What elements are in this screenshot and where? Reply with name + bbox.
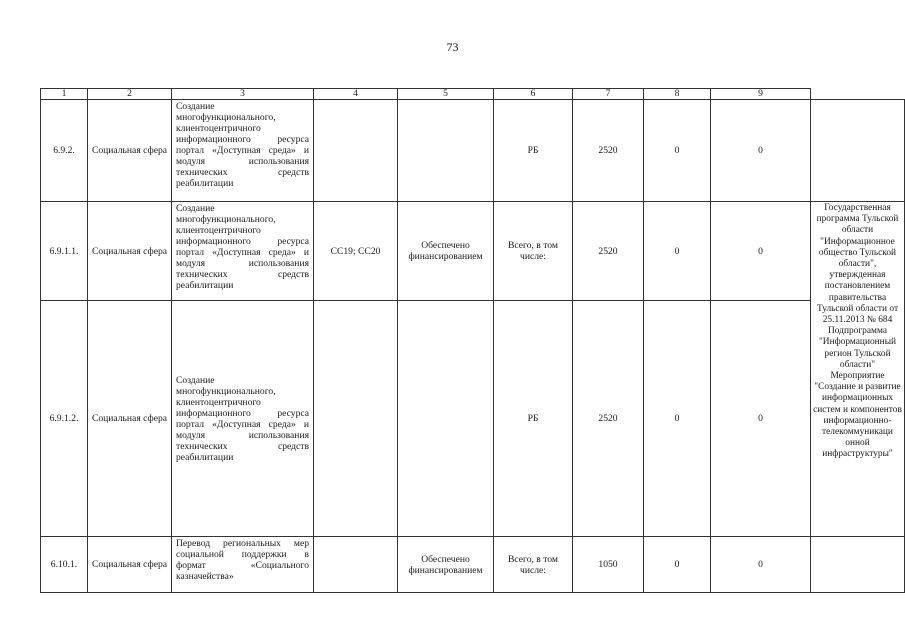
row-code: 6.9.1.2. [41, 301, 88, 537]
row-note-empty [811, 537, 905, 593]
row-code: 6.9.1.1. [41, 202, 88, 301]
column-number: 9 [711, 89, 811, 100]
row-result [398, 100, 494, 202]
row-value: 0 [644, 301, 711, 537]
row-indicator [314, 537, 398, 593]
row-amount: 2520 [573, 100, 644, 202]
row-value: 0 [711, 202, 811, 301]
column-number: 1 [41, 89, 88, 100]
row-source: Всего, в том числе: [494, 537, 573, 593]
row-indicator [314, 301, 398, 537]
row-value: 0 [711, 537, 811, 593]
row-name: Создание многофункционального, клиентоцентричного информационного ресурса портал «Доступная среда» и модуля использования технических средств реабилитации [172, 100, 314, 202]
column-number: 8 [644, 89, 711, 100]
row-indicator: СС19; СС20 [314, 202, 398, 301]
row-amount: 2520 [573, 301, 644, 537]
row-value: 0 [644, 537, 711, 593]
table-row [41, 202, 905, 301]
column-number: 5 [398, 89, 494, 100]
row-result: Обеспечено финансированием [398, 202, 494, 301]
column-numbers-row [41, 89, 905, 100]
page-number: 73 [446, 40, 459, 54]
column-number: 7 [573, 89, 644, 100]
row-result [398, 301, 494, 537]
row-value: 0 [644, 100, 711, 202]
row-sphere: Социальная сфера [88, 202, 172, 301]
row-name: Создание многофункционального, клиентоцентричного информационного ресурса портал «Доступная среда» и модуля использования технических средств реабилитации [172, 301, 314, 537]
program-table [40, 88, 905, 593]
table-row [41, 100, 905, 202]
column-number: 2 [88, 89, 172, 100]
column-number: 3 [172, 89, 314, 100]
row-amount: 2520 [573, 202, 644, 301]
row-source: РБ [494, 301, 573, 537]
row-amount: 1050 [573, 537, 644, 593]
row-sphere: Социальная сфера [88, 301, 172, 537]
row-name: Создание многофункционального, клиентоцентричного информационного ресурса портал «Доступная среда» и модуля использования технических средств реабилитации [172, 202, 314, 301]
table-row [41, 301, 905, 537]
row-value: 0 [711, 301, 811, 537]
column-number: 4 [314, 89, 398, 100]
row-source: Всего, в том числе: [494, 202, 573, 301]
row-sphere: Социальная сфера [88, 100, 172, 202]
row-result: Обеспечено финансированием [398, 537, 494, 593]
row-sphere: Социальная сфера [88, 537, 172, 593]
row-code: 6.10.1. [41, 537, 88, 593]
row-code: 6.9.2. [41, 100, 88, 202]
row-indicator [314, 100, 398, 202]
row-value: 0 [644, 202, 711, 301]
row-value: 0 [711, 100, 811, 202]
column-number: 6 [494, 89, 573, 100]
program-note: Государственная программа Тульской области "Информационное общество Тульской области", утвержденная постановлением правительства Тульской области от 25.11.2013 № 684 Подпрограмма "Информационный регион Тульской области" Мероприятие "Создание и развитие информационных систем и компонентов информационно-телекоммуникаци онной инфраструктуры" [811, 202, 905, 537]
row-note-empty [811, 100, 905, 202]
row-name: Перевод региональных мер социальной поддержки в формат «Социального казначейства» [172, 537, 314, 593]
table-row [41, 537, 905, 593]
row-source: РБ [494, 100, 573, 202]
